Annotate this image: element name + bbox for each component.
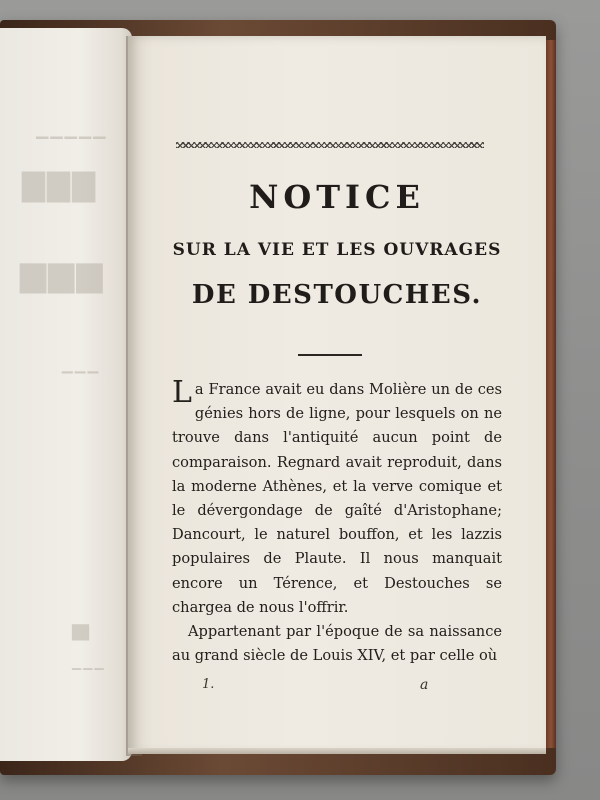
show-through-text: ▇▇▇ (20, 168, 96, 203)
notice-title: NOTICE (249, 178, 425, 216)
show-through-text: ▁▁▁▁▁ (34, 120, 106, 139)
right-page (128, 36, 546, 754)
show-through-text: ▁▁▁ (70, 656, 104, 670)
section-divider (298, 354, 362, 356)
show-through-text: ▁▁▁ (60, 358, 99, 374)
body-text (172, 375, 502, 668)
paragraph-text: a France avait eu dans Molière un de ces génies hors de ligne, pour lesquels on ne trouve dans l'antiquité aucun point de comparaison. Regnard avait reproduit, dans la moderne Athènes, et la verve comique et le dévergondage de gaîté d'Aristophane; Dancourt, le naturel bouffon, et les lazzis populaires de Plaute. Il nous manquait encore un Térence, et Destouches se chargea de nous l'offrir. (172, 381, 502, 616)
paragraph-text: Appartenant par l'époque de sa naissance au grand siècle de Louis XIV, et par celle où (172, 623, 502, 665)
show-through-text: ▅ (70, 616, 89, 641)
left-page (0, 28, 132, 761)
show-through-text: ▆▆▆ (18, 254, 103, 294)
wavy-rule-ornament (176, 142, 484, 148)
signature-mark: 1. (202, 677, 215, 692)
notice-heading: DE DESTOUCHES. (191, 280, 483, 310)
notice-subtitle: SUR LA VIE ET LES OUVRAGES (172, 240, 502, 260)
folio-mark: a (420, 677, 429, 693)
paragraph (172, 620, 502, 668)
book-fore-edge (546, 40, 556, 748)
page-bottom-edge (128, 748, 546, 754)
drop-cap: L (172, 375, 192, 410)
paragraph (172, 375, 502, 620)
